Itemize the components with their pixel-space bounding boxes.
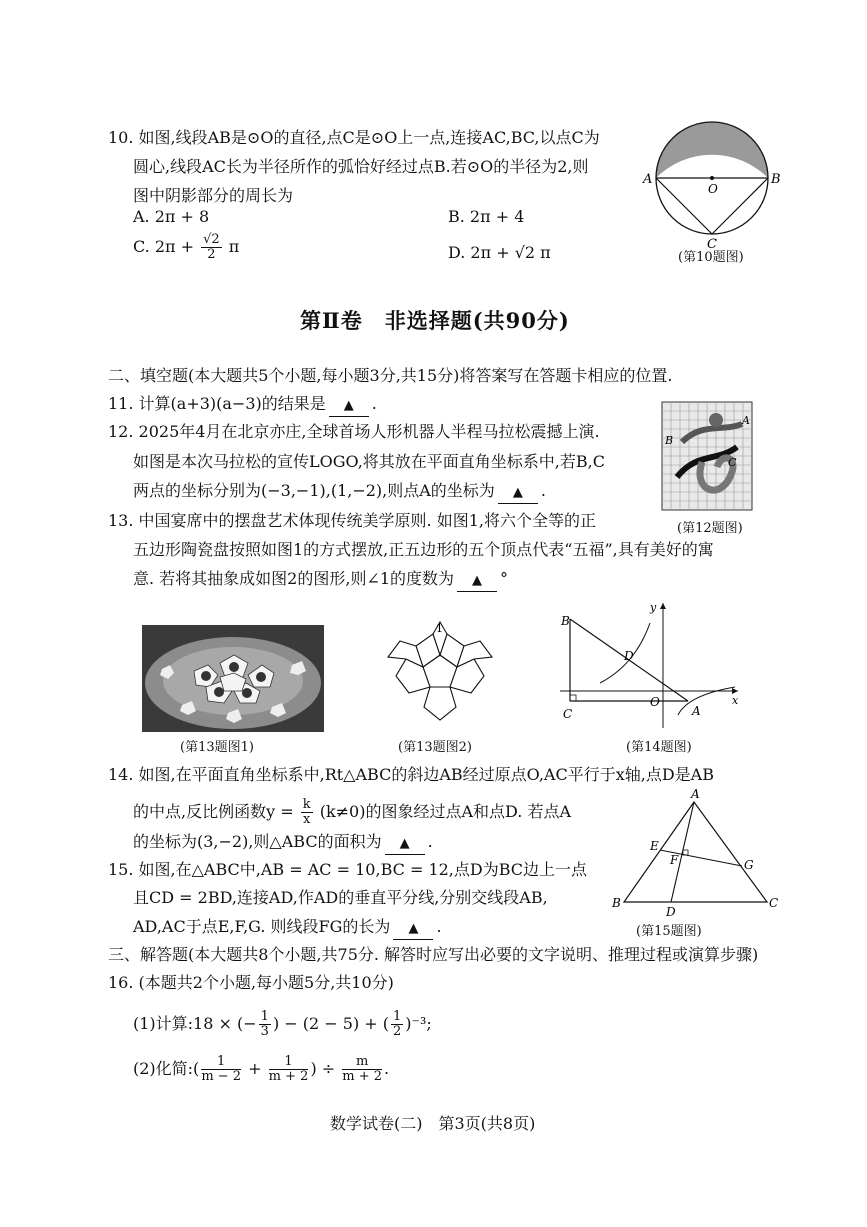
q11: 11. 计算(a+3)(a−3)的结果是 ▲ . <box>108 394 377 417</box>
q15-caption: (第15题图) <box>636 924 702 939</box>
q15-answer-blank: ▲ <box>393 919 433 940</box>
q13-answer-blank: ▲ <box>457 571 497 592</box>
segment-ad <box>671 802 694 902</box>
part2-heading: 二、填空题(本大题共5个小题,每小题3分,共15分)将答案写在答题卡相应的位置. <box>108 366 673 385</box>
q14-answer-blank: ▲ <box>385 834 425 855</box>
q15-label-b: B <box>612 896 621 910</box>
q12-label-c: C <box>728 456 737 469</box>
q10-option-d: D. 2π + √2 π <box>448 243 551 262</box>
q14-label-a: A <box>692 704 701 718</box>
angle-1-label: 1 <box>436 622 443 635</box>
q12-label-a: A <box>742 414 750 427</box>
logo-head <box>709 413 723 427</box>
q15-label-d: D <box>666 905 676 919</box>
page-footer: 数学试卷(二) 第3页(共8页) <box>330 1114 536 1133</box>
q15-label-c: C <box>769 896 779 910</box>
q10-option-b: B. 2π + 4 <box>448 207 525 226</box>
q13-line2: 五边形陶瓷盘按照如图1的方式摆放,正五边形的五个顶点代表“五福”,具有美好的寓 <box>133 540 714 559</box>
q10-line3: 图中阴影部分的周长为 <box>133 186 294 205</box>
q10-line1: 10. 如图,线段AB是⊙O的直径,点C是⊙O上一点,连接AC,BC,以点C为 <box>108 128 600 147</box>
q14-label-c: C <box>563 707 573 721</box>
q12-answer-blank: ▲ <box>498 483 538 504</box>
q15-figure <box>612 787 782 919</box>
q15-label-f: F <box>670 853 679 867</box>
q14-axis-x: x <box>732 694 739 707</box>
q15-label-a: A <box>691 787 700 801</box>
q14-label-b: B <box>561 614 570 628</box>
q10-option-a: A. 2π + 8 <box>133 207 210 226</box>
q14-axis-y: y <box>650 601 657 614</box>
q11-answer-blank: ▲ <box>329 396 369 417</box>
q13-line3: 意. 若将其抽象成如图2的图形,则∠1的度数为 ▲ ° <box>133 569 508 592</box>
q15-label-e: E <box>650 839 659 853</box>
q15-label-g: G <box>744 858 754 872</box>
q10-option-c: C. 2π + $\frac{√2}{2}$ π <box>133 232 240 262</box>
q12-label-b: B <box>665 434 674 447</box>
pentagon-bottom <box>424 687 456 720</box>
q12-line3: 两点的坐标分别为(−3,−1),(1,−2),则点A的坐标为 ▲ . <box>133 481 546 504</box>
section-title: 第Ⅱ卷 非选择题(共90分) <box>300 308 570 333</box>
part3-heading: 三、解答题(本大题共8个小题,共75分. 解答时应写出必要的文字说明、推理过程或演算步骤) <box>108 945 759 964</box>
q12-caption: (第12题图) <box>677 521 743 536</box>
triangle-abc <box>624 802 767 902</box>
q15-line1: 15. 如图,在△ABC中,AB = AC = 10,BC = 12,点D为BC边上一点 <box>108 860 588 879</box>
q10-line2: 圆心,线段AC长为半径所作的弧恰好经过点B.若⊙O的半径为2,则 <box>133 157 589 176</box>
q14-line2: 的中点,反比例函数y = $\frac{k}{x}$ (k≠0)的图象经过点A和点D. 若点A <box>133 797 572 827</box>
q10-shaded-region <box>656 122 768 178</box>
q14-figure <box>560 603 740 728</box>
q13-caption1: (第13题图1) <box>180 740 254 755</box>
q15-line3: AD,AC于点E,F,G. 则线段FG的长为 ▲ . <box>133 917 442 940</box>
q12-line1: 12. 2025年4月在北京亦庄,全球首场人形机器人半程马拉松震撼上演. <box>108 422 600 441</box>
q13-figure2-pentagons <box>378 617 503 729</box>
q14-label-o: O <box>650 695 660 709</box>
q10-label-c: C <box>707 237 717 252</box>
q13-figure1-photo <box>142 625 324 732</box>
q15-line2: 且CD = 2BD,连接AD,作AD的垂直平分线,分别交线段AB, <box>133 888 548 907</box>
q10-label-b: B <box>771 172 781 187</box>
q16-part2: (2)化简:( $\frac{1}{m - 2}$ + $\frac{1}{m + 2}$ ) ÷ $\frac{m}{m + 2}$ . <box>133 1054 390 1084</box>
q12-figure <box>662 402 752 510</box>
q14-caption: (第14题图) <box>626 740 692 755</box>
q10-caption: (第10题图) <box>678 250 744 265</box>
q10-label-o: O <box>708 182 718 196</box>
q10-figure <box>643 120 781 252</box>
q12-line2: 如图是本次马拉松的宣传LOGO,将其放在平面直角坐标系中,若B,C <box>133 452 605 471</box>
q16-part1: (1)计算:18 × (− $\frac{1}{3}$ ) − (2 − 5) + ( $\frac{1}{2}$ )⁻³; <box>133 1009 432 1039</box>
q14-line1: 14. 如图,在平面直角坐标系中,Rt△ABC的斜边AB经过原点O,AC平行于x轴,点D是AB <box>108 765 714 784</box>
q16-title: 16. (本题共2个小题,每小题5分,共10分) <box>108 973 394 992</box>
q13-caption2: (第13题图2) <box>398 740 472 755</box>
q13-line1: 13. 中国宴席中的摆盘艺术体现传统美学原则. 如图1,将六个全等的正 <box>108 511 596 530</box>
q14-line3: 的坐标为(3,−2),则△ABC的面积为 ▲ . <box>133 832 433 855</box>
q14-label-d: D <box>624 649 634 663</box>
q10-label-a: A <box>643 172 653 187</box>
